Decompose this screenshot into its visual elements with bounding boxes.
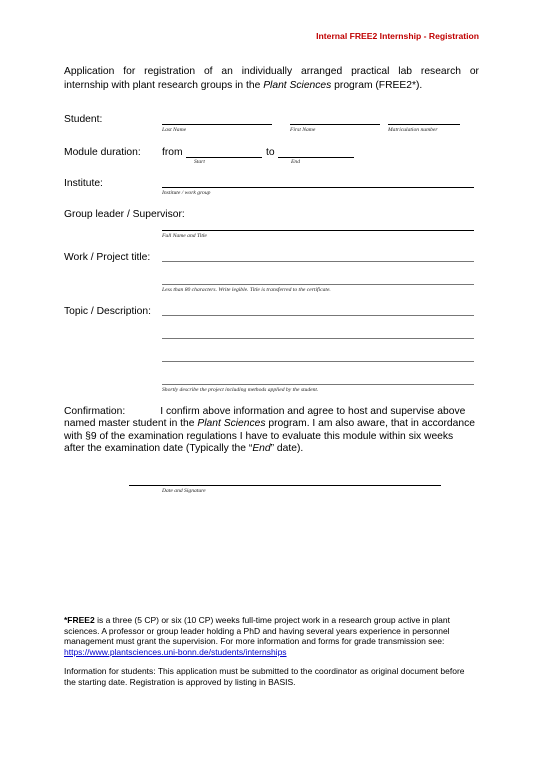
footnote-term: *FREE2 — [64, 615, 95, 625]
confirmation-text-b: program. I am also aware, that in accordance with §9 of the examination regulations I have to evaluate this module within six weeks after the examination date (Typically the “ — [64, 418, 475, 455]
module-duration-label: Module duration: — [64, 147, 141, 158]
topic-line-2[interactable] — [162, 338, 474, 339]
internships-link[interactable]: https://www.plantsciences.uni-bonn.de/students/internships — [64, 646, 287, 657]
confirmation-text-a: I confirm above information and agree to host and supervise above named master student in the — [64, 406, 466, 430]
topic-label: Topic / Description: — [64, 306, 151, 317]
info-text: Information for students: This application must be submitted to the coordinator as original document before the starting date. Registration is approved by listing in BASIS. — [64, 666, 465, 687]
start-hint: Start — [194, 159, 205, 165]
signature-hint: Date and Signature — [162, 488, 206, 494]
intro-paragraph — [64, 65, 479, 93]
intro-line-1: Application for registration of an individually arranged practical lab research or — [64, 66, 479, 77]
matriculation-number-field[interactable] — [388, 124, 460, 125]
intro-text-a: internship with plant research groups in the — [64, 80, 264, 91]
to-label: to — [266, 147, 275, 158]
intro-text-b: program (FREE2*). — [331, 80, 423, 91]
intro-program-name: Plant Sciences — [263, 80, 332, 91]
footnote — [64, 615, 469, 657]
topic-line-4[interactable] — [162, 384, 474, 385]
topic-hint: Shortly describe the project including methods applied by the student. — [162, 387, 319, 393]
matriculation-number-hint: Matriculation number — [388, 127, 438, 133]
topic-line-1[interactable] — [162, 315, 474, 316]
confirmation-end-word: End — [252, 443, 271, 455]
group-leader-field[interactable] — [162, 230, 474, 231]
end-hint: End — [291, 159, 301, 165]
info-paragraph — [64, 666, 469, 687]
work-title-label: Work / Project title: — [64, 252, 151, 263]
institute-field[interactable] — [162, 187, 474, 188]
student-label: Student: — [64, 114, 103, 125]
last-name-field[interactable] — [162, 124, 272, 125]
first-name-field[interactable] — [290, 124, 380, 125]
work-title-hint: Less than 80 characters. Write legible. Title is transferred to the certificate. — [162, 287, 331, 293]
confirmation-program-name: Plant Sciences — [197, 418, 266, 430]
topic-line-3[interactable] — [162, 361, 474, 362]
start-date-field[interactable] — [186, 157, 262, 158]
footnote-text: is a three (5 CP) or six (10 CP) weeks full-time project work in a research group active in plant sciences. A professor or group leader holding a PhD and having several years experience in personnel management must grant the supervision. For more information and forms for grade transmission see: — [64, 615, 450, 647]
work-title-line-2[interactable] — [162, 284, 474, 285]
end-date-field[interactable] — [278, 157, 354, 158]
confirmation-section — [64, 406, 476, 456]
institute-label: Institute: — [64, 178, 103, 189]
intro-line-2 — [64, 79, 479, 93]
institute-hint: Institute / work group — [162, 190, 211, 196]
confirmation-label: Confirmation: — [64, 406, 126, 417]
work-title-line-1[interactable] — [162, 261, 474, 262]
confirmation-text-c: ” date). — [270, 443, 304, 455]
group-leader-hint: Full Name and Title — [162, 233, 207, 239]
from-label: from — [162, 147, 183, 158]
last-name-hint: Last Name — [162, 127, 187, 133]
signature-field[interactable] — [129, 485, 441, 486]
first-name-hint: First Name — [290, 127, 316, 133]
group-leader-label: Group leader / Supervisor: — [64, 209, 185, 220]
document-header-title: Internal FREE2 Internship - Registration — [316, 31, 479, 41]
